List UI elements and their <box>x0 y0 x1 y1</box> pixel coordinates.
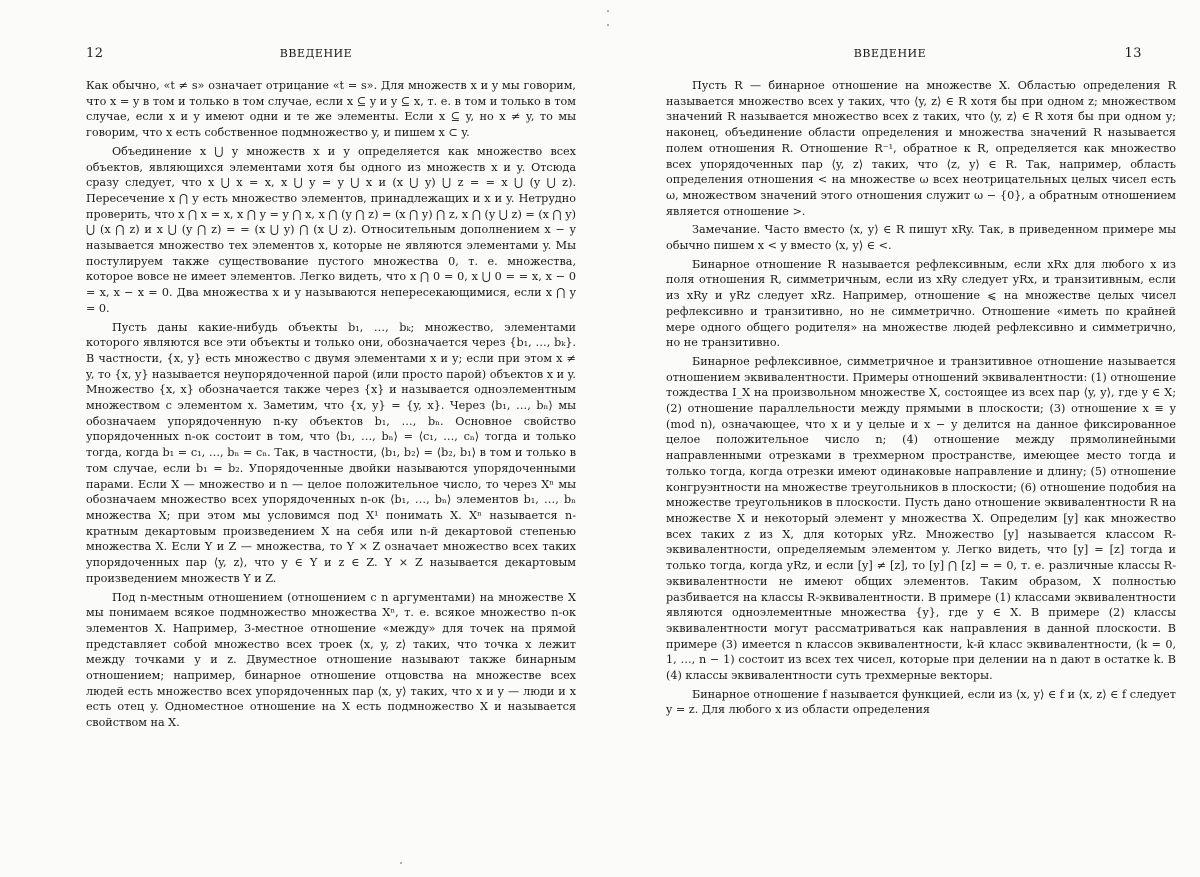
page-number: 13 <box>1124 46 1142 61</box>
paragraph: Бинарное отношение f называется функцией, если из ⟨x, y⟩ ∈ f и ⟨x, z⟩ ∈ f следует y = z. Для любого x из области определения <box>666 687 1176 717</box>
paragraph: Бинарное отношение R называется рефлексивным, если xRx для любого x из поля отношения R, симметричным, если из xRy следует yRx, и транзитивным, если из xRy и yRz следует xRz. Например, отношение ⩽ на множестве целых чисел рефлексивно и транзитивно, но не симметрично. Отношение «иметь по крайней мере одного общего родителя» на множестве людей рефлексивно и симметрично, но не транзитивно. <box>666 257 1176 350</box>
right-page-body <box>666 78 1176 721</box>
running-head: ВВЕДЕНИЕ <box>279 47 353 60</box>
paragraph: Объединение x ⋃ y множеств x и y определяется как множество всех объектов, являющихся элементами хотя бы одного из множеств x и y. Отсюда сразу следует, что x ⋃ x = x, x ⋃ y = y ⋃ x и (x ⋃ y) ⋃ z = = x ⋃ (y ⋃ z). Пересечение x ⋂ y есть множество элементов, принадлежащих и x и y. Нетрудно проверить, что x ⋂ x = x, x ⋂ y = y ⋂ x, x ⋂ (y ⋂ z) = (x ⋂ y) ⋂ z, x ⋂ (y ⋃ z) = (x ⋂ y) ⋃ (x ⋂ z) и x ⋃ (y ⋂ z) = = (x ⋃ y) ⋂ (x ⋃ z). Относительным дополнением x − y называется множество тех элементов x, которые не являются элементами y. Мы постулируем также существование пустого множества 0, т. е. множества, которое вовсе не имеет элементов. Легко видеть, что x ⋂ 0 = 0, x ⋃ 0 = = x, x − 0 = x, x − x = 0. Два множества x и y называются непересекающимися, если x ⋂ y = 0. <box>86 144 576 315</box>
left-page <box>26 0 586 877</box>
running-head: ВВЕДЕНИЕ <box>853 47 927 60</box>
paragraph: Пусть R — бинарное отношение на множестве X. Областью определения R называется множество всех y таких, что ⟨y, z⟩ ∈ R хотя бы при одном z; множеством значений R называется множество всех z таких, что ⟨y, z⟩ ∈ R хотя бы при одном y; наконец, объединение области определения и множества значений R называется полем отношения R. Отношение R⁻¹, обратное к R, определяется как множество всех упорядоченных пар ⟨y, z⟩ таких, что ⟨z, y⟩ ∈ R. Так, например, область определения отношения < на множестве ω всех неотрицательных целых чисел есть ω, множеством значений этого отношения служит ω − {0}, а обратным отношением является отношение >. <box>666 79 1176 218</box>
page-number: 12 <box>86 46 104 61</box>
paragraph: Под n-местным отношением (отношением с n аргументами) на множестве X мы понимаем всякое подмножество множества Xⁿ, т. е. всякое множество n-ок элементов X. Например, 3-местное отношение «между» для точек на прямой представляет собой множество всех троек ⟨x, y, z⟩ таких, что точка x лежит между точками y и z. Двуместное отношение называют также бинарным отношением; например, бинарное отношение отцовства на множестве всех людей есть множество всех упорядоченных пар ⟨x, y⟩ таких, что x и y — люди и x есть отец y. Одноместное отношение на X есть подмножество X и называется свойством на X. <box>86 590 576 730</box>
paragraph: Как обычно, «t ≠ s» означает отрицание «t = s». Для множеств x и y мы говорим, что x = y в том и только в том случае, если x ⊆ y и y ⊆ x, т. е. в том и только в том случае, если x и y имеют одни и те же элементы. Если x ⊆ y, но x ≠ y, то мы говорим, что x есть собственное подмножество y, и пишем x ⊂ y. <box>86 79 576 140</box>
paragraph: Пусть даны какие-нибудь объекты b₁, …, bₖ; множество, элементами которого являются все эти объекты и только они, обозначается через {b₁, …, bₖ}. В частности, {x, y} есть множество с двумя элементами x и y; если при этом x ≠ y, то {x, y} называется неупорядоченной парой (или просто парой) объектов x и y. Множество {x, x} обозначается также через {x} и называется одноэлементным множеством с элементом x. Заметим, что {x, y} = {y, x}. Через ⟨b₁, …, bₙ⟩ мы обозначаем упорядоченную n-ку объектов b₁, …, bₙ. Основное свойство упорядоченных n-ок состоит в том, что ⟨b₁, …, bₙ⟩ = ⟨c₁, …, cₙ⟩ тогда и только тогда, когда b₁ = c₁, …, bₙ = cₙ. Так, в частности, ⟨b₁, b₂⟩ = ⟨b₂, b₁⟩ в том и только в том случае, если b₁ = b₂. Упорядоченные двойки называются упорядоченными парами. Если X — множество и n — целое положительное число, то через Xⁿ мы обозначаем множество всех упорядоченных n-ок ⟨b₁, …, bₙ⟩ элементов b₁, …, bₙ множества X; при этом мы условимся под X¹ понимать X. Xⁿ называется n-кратным декартовым произведением X на себя или n-й декартовой степенью множества X. Если Y и Z — множества, то Y × Z означает множество всех таких упорядоченных пар ⟨y, z⟩, что y ∈ Y и z ∈ Z. Y × Z называется декартовым произведением множеств Y и Z. <box>86 320 576 585</box>
right-page <box>610 0 1176 877</box>
right-page-header <box>670 47 1170 67</box>
paragraph: Бинарное рефлексивное, симметричное и транзитивное отношение называется отношением эквивалентности. Примеры отношений эквивалентности: (1) отношение тождества I_X на произвольном множестве X, состоящее из всех пар ⟨y, y⟩, где y ∈ X; (2) отношение параллельности между прямыми в плоскости; (3) отношение x ≡ y (mod n), означающее, что x и y целые и x − y делится на данное фиксированное целое положительное число n; (4) отношение между прямолинейными направленными отрезками в трехмерном пространстве, имеющее место тогда и только тогда, когда отрезки имеют одинаковые направление и длину; (5) отношение конгруэнтности на множестве треугольников в плоскости; (6) отношение подобия на множестве треугольников в плоскости. Пусть дано отношение эквивалентности R на множестве X и некоторый элемент y множества X. Определим [y] как множество всех таких z из X, для которых yRz. Множество [y] называется классом R-эквивалентности, определяемым элементом y. Легко видеть, что [y] = [z] тогда и только тогда, когда yRz, и если [y] ≠ [z], то [y] ⋂ [z] = = 0, т. е. различные классы R-эквивалентности не имеют общих элементов. Таким образом, X полностью разбивается на классы R-эквивалентности. В примере (1) классами эквивалентности являются одноэлементные множества {y}, где y ∈ X. В примере (2) классы эквивалентности могут рассматриваться как направления в данной плоскости. В примере (3) имеется n классов эквивалентности, k-й класс эквивалентности, (k = 0, 1, …, n − 1) состоит из всех тех чисел, которые при делении на n дают в остатке k. В (4) классы эквивалентности суть трехмерные векторы. <box>666 354 1176 683</box>
paragraph: Замечание. Часто вместо ⟨x, y⟩ ∈ R пишут xRy. Так, в приведенном примере мы обычно пишем x < y вместо ⟨x, y⟩ ∈ <. <box>666 223 1176 253</box>
left-page-body <box>86 78 576 734</box>
scan-mark <box>607 24 609 26</box>
scan-mark <box>607 10 609 12</box>
left-page-header <box>86 47 586 67</box>
